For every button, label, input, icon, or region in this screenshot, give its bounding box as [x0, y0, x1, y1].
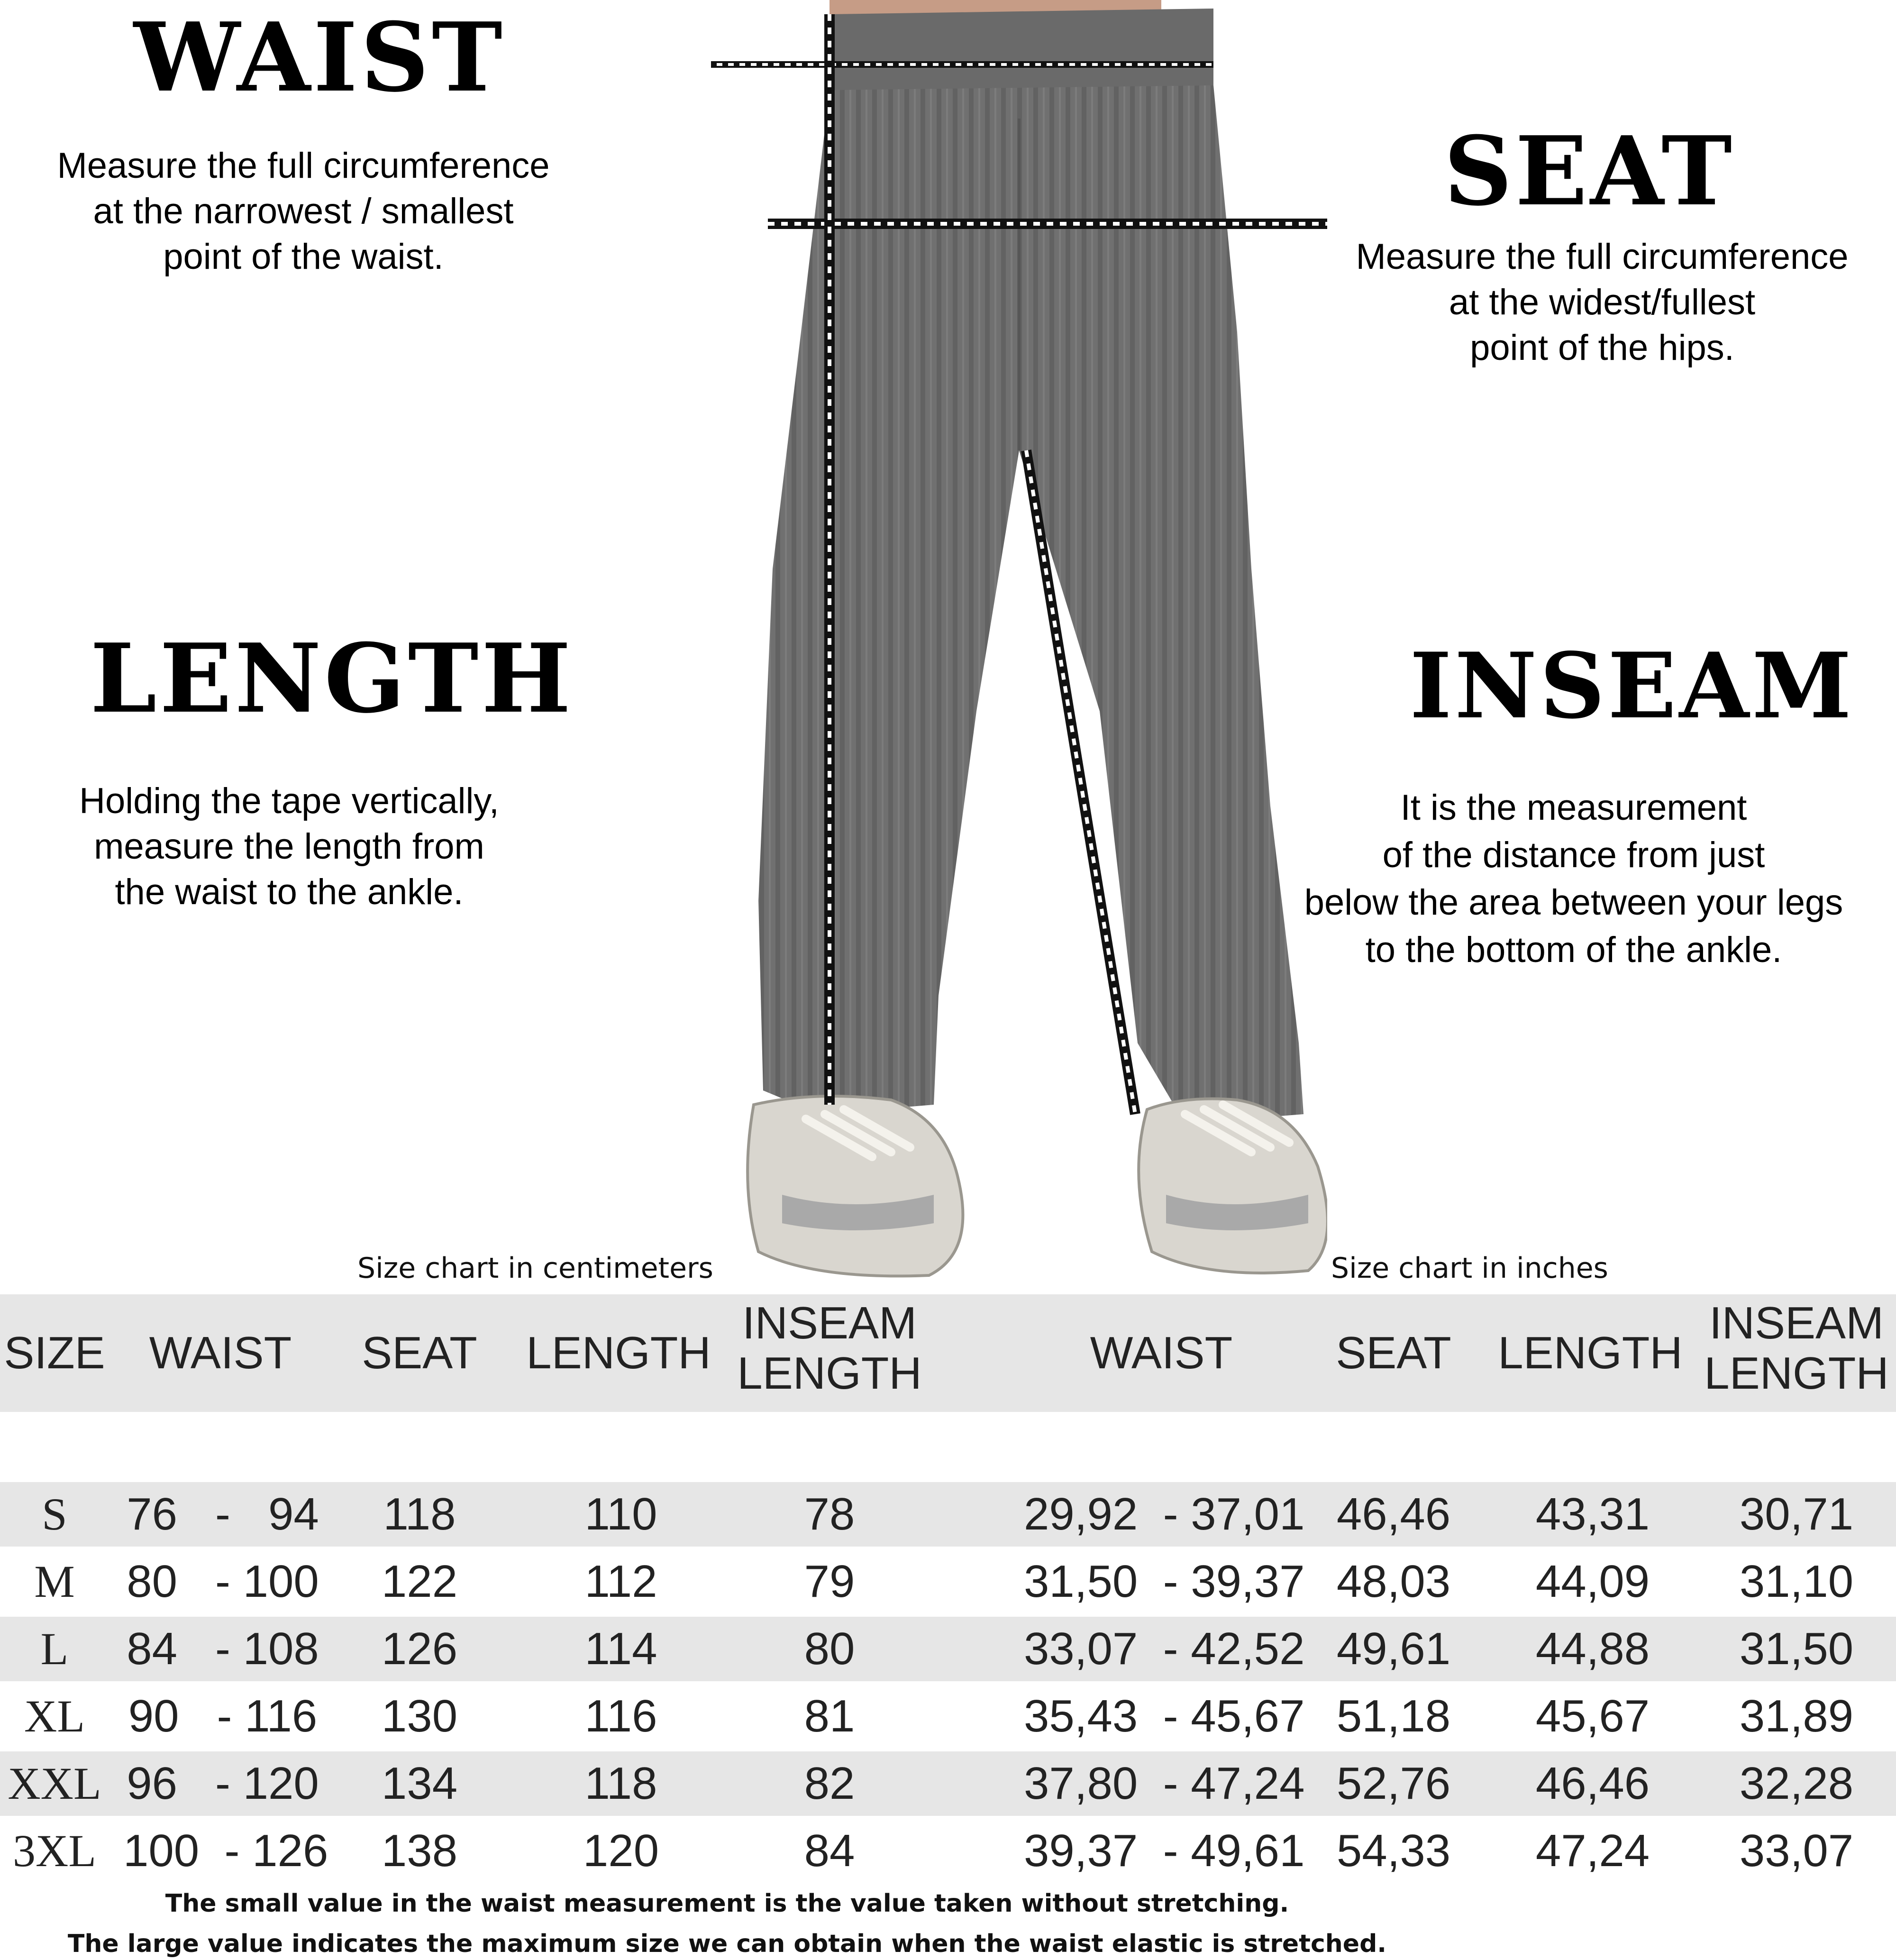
cell-waist-cm: 80 - 100 [127, 1556, 319, 1607]
cell-size: L [40, 1623, 69, 1674]
inch-chart-title: Size chart in inches [1331, 1252, 1608, 1285]
seat-description-line: point of the hips. [1470, 328, 1734, 368]
cm-chart-title: Size chart in centimeters [357, 1252, 713, 1285]
cell-size: 3XL [13, 1825, 96, 1876]
cell-length-cm: 116 [584, 1691, 657, 1741]
cell-inseam-cm: 78 [804, 1489, 855, 1539]
cell-length-in: 45,67 [1535, 1691, 1650, 1741]
cell-waist-in: 33,07 - 42,52 [1024, 1623, 1305, 1674]
cell-waist-cm: 96 - 120 [127, 1758, 319, 1809]
length-description [14, 779, 564, 915]
cell-waist-cm: 84 - 108 [127, 1623, 319, 1674]
header-length-cm: LENGTH [526, 1328, 711, 1378]
cell-inseam-in: 31,89 [1739, 1691, 1854, 1741]
waist-description [5, 143, 602, 280]
waist-note-unstretched: The small value in the waist measurement is the value taken without stretching. [165, 1889, 1289, 1918]
cell-length-cm: 120 [583, 1825, 659, 1876]
cell-inseam-in: 33,07 [1739, 1825, 1854, 1876]
cell-size: S [42, 1489, 67, 1539]
cell-length-cm: 114 [584, 1623, 657, 1674]
cell-inseam-in: 31,10 [1739, 1556, 1854, 1607]
cell-inseam-in: 32,28 [1739, 1758, 1854, 1809]
cell-seat-in: 48,03 [1336, 1556, 1451, 1607]
cell-length-in: 46,46 [1535, 1758, 1650, 1809]
cell-inseam-cm: 79 [804, 1556, 855, 1607]
header-inseam-cm [730, 1298, 929, 1399]
cell-seat-cm: 138 [381, 1825, 458, 1876]
cell-inseam-cm: 82 [804, 1758, 855, 1809]
inseam-heading: INSEAM [1410, 633, 1855, 739]
inseam-description-line: It is the measurement [1400, 788, 1747, 828]
cell-size: XL [24, 1691, 85, 1741]
cell-length-in: 43,31 [1535, 1489, 1650, 1539]
length-description-line: Holding the tape vertically, [79, 781, 499, 821]
seat-description-line: at the widest/fullest [1449, 282, 1756, 322]
seat-heading: SEAT [1444, 116, 1735, 227]
length-heading: LENGTH [90, 623, 574, 734]
waistband [830, 9, 1213, 100]
cell-waist-cm: 100 - 126 [123, 1825, 328, 1876]
seat-description-line: Measure the full circumference [1356, 237, 1849, 277]
cell-seat-cm: 118 [383, 1489, 456, 1539]
cell-length-in: 44,09 [1535, 1556, 1650, 1607]
cell-inseam-cm: 81 [804, 1691, 855, 1741]
cell-inseam-cm: 80 [804, 1623, 855, 1674]
waist-description-line: at the narrowest / smallest [93, 191, 514, 231]
cell-size: XXL [8, 1758, 101, 1809]
cell-seat-cm: 134 [381, 1758, 458, 1809]
inseam-description-line: below the area between your legs [1304, 882, 1843, 923]
cell-seat-cm: 126 [381, 1623, 458, 1674]
header-inseam-in-line: LENGTH [1704, 1348, 1889, 1399]
inseam-description-line: to the bottom of the ankle. [1365, 930, 1782, 970]
header-length-in: LENGTH [1498, 1328, 1683, 1378]
cell-seat-in: 46,46 [1336, 1489, 1451, 1539]
waist-note-stretched: The large value indicates the maximum size we can obtain when the waist elastic is stretched. [67, 1930, 1387, 1958]
waist-description-line: Measure the full circumference [57, 146, 550, 186]
cell-seat-in: 54,33 [1336, 1825, 1451, 1876]
header-waist-cm: WAIST [149, 1328, 292, 1378]
cell-length-cm: 112 [584, 1556, 657, 1607]
inseam-description-line: of the distance from just [1382, 835, 1765, 875]
cell-inseam-cm: 84 [804, 1825, 855, 1876]
pants-body [758, 85, 1304, 1124]
cell-waist-in: 35,43 - 45,67 [1024, 1691, 1305, 1741]
cell-inseam-in: 30,71 [1739, 1489, 1854, 1539]
header-inseam-in [1697, 1298, 1896, 1399]
header-size: SIZE [4, 1328, 105, 1378]
header-inseam-cm-line: INSEAM [742, 1298, 917, 1348]
waist-heading: WAIST [134, 2, 505, 113]
length-description-line: measure the length from [94, 826, 484, 867]
pants-illustration [711, 0, 1327, 1290]
seat-description [1308, 234, 1896, 371]
cell-seat-cm: 130 [381, 1691, 458, 1741]
cell-size: M [34, 1556, 75, 1607]
cell-seat-cm: 122 [381, 1556, 458, 1607]
waist-description-line: point of the waist. [163, 237, 444, 277]
inseam-description [1270, 784, 1877, 974]
header-seat-cm: SEAT [362, 1328, 477, 1378]
sneaker-icon [747, 1096, 963, 1276]
header-waist-in: WAIST [1090, 1328, 1233, 1378]
cell-length-in: 44,88 [1535, 1623, 1650, 1674]
cell-waist-cm: 90 - 116 [128, 1691, 318, 1741]
cell-length-in: 47,24 [1535, 1825, 1650, 1876]
cell-seat-in: 51,18 [1336, 1691, 1451, 1741]
header-inseam-cm-line: LENGTH [737, 1348, 922, 1399]
header-seat-in: SEAT [1336, 1328, 1451, 1378]
cell-waist-in: 31,50 - 39,37 [1024, 1556, 1305, 1607]
sneaker-icon [1139, 1099, 1327, 1273]
cell-length-cm: 110 [584, 1489, 657, 1539]
header-inseam-in-line: INSEAM [1709, 1298, 1884, 1348]
cell-seat-in: 52,76 [1336, 1758, 1451, 1809]
cell-seat-in: 49,61 [1336, 1623, 1451, 1674]
cell-waist-in: 39,37 - 49,61 [1024, 1825, 1305, 1876]
cell-waist-cm: 76 - 94 [127, 1489, 319, 1539]
cell-waist-in: 29,92 - 37,01 [1024, 1489, 1305, 1539]
cell-inseam-in: 31,50 [1739, 1623, 1854, 1674]
cell-length-cm: 118 [584, 1758, 657, 1809]
length-description-line: the waist to the ankle. [115, 872, 464, 912]
cell-waist-in: 37,80 - 47,24 [1024, 1758, 1305, 1809]
